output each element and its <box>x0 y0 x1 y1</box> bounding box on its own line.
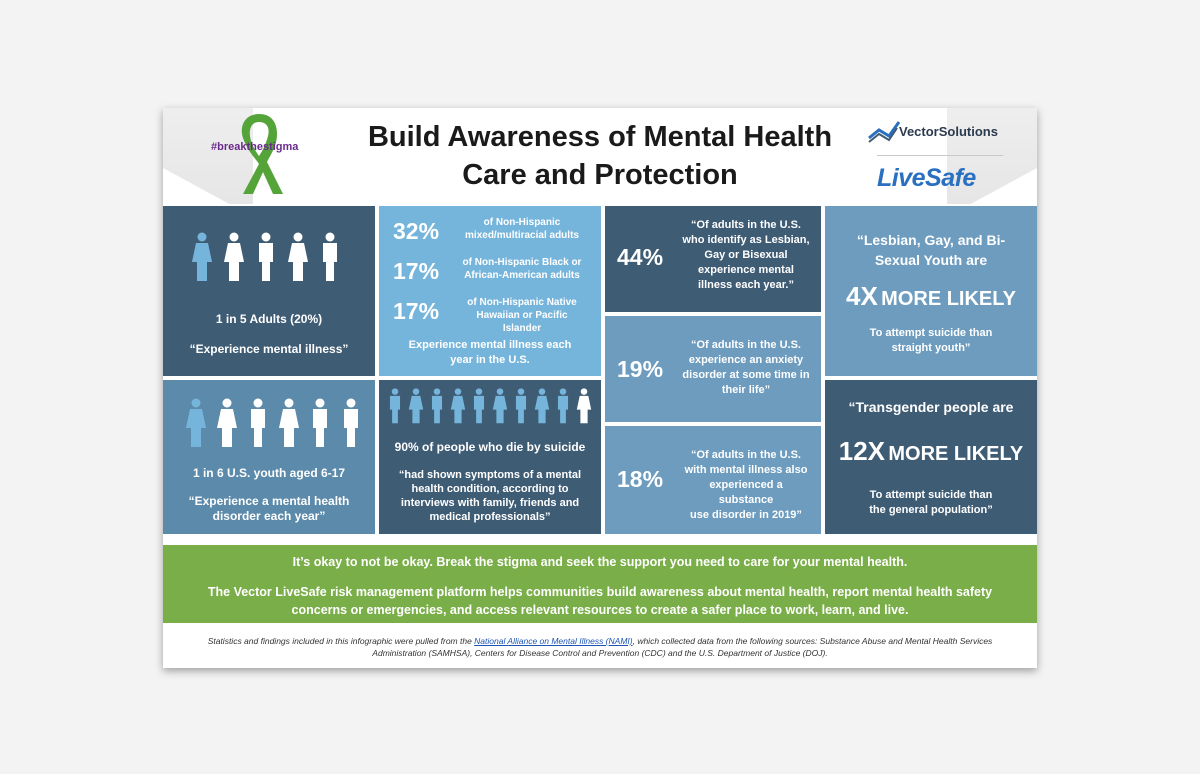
person-icon <box>216 398 238 448</box>
person-icon-highlight <box>450 388 466 424</box>
transgender-head: “Transgender people are <box>848 399 1014 415</box>
person-icon <box>309 398 331 448</box>
anxiety-line-2: experience an anxiety <box>688 354 804 366</box>
suicide-quote-line-4: medical professionals” <box>429 511 551 523</box>
substance-line-2: with mental illness also <box>684 464 808 476</box>
substance-line-3: experienced a substance <box>709 479 783 506</box>
youth-quote-line-1: “Experience a mental health <box>188 494 350 508</box>
lgb-youth-multiplier <box>825 282 1037 315</box>
footnote-text-before: Statistics and findings included in this infographic were pulled from the <box>207 636 475 646</box>
anxiety-line-3: disorder at some time in <box>682 369 810 381</box>
ethnicity-desc-line-2: mixed/multiracial adults <box>465 230 579 241</box>
adults-figures <box>191 232 341 282</box>
panel-lgb-adults <box>605 206 821 312</box>
panel-ethnicity <box>379 206 601 376</box>
title-line-1: Build Awareness of Mental Health <box>367 121 833 153</box>
panel-lgb-youth <box>825 206 1037 376</box>
awareness-ribbon-icon <box>229 110 289 196</box>
transgender-tail-line-1: To attempt suicide than <box>869 489 993 501</box>
ethnicity-row <box>379 252 599 288</box>
brand-divider <box>877 155 1003 156</box>
person-icon <box>278 398 300 448</box>
panel-substance <box>605 426 821 534</box>
nami-link[interactable]: National Alliance on Mental Illness (NAMI) <box>474 636 633 646</box>
ethnicity-desc <box>461 296 583 335</box>
person-icon-highlight <box>408 388 424 424</box>
footnote-text-after: , which collected data from the following sources: Substance Abuse and Mental Health Services Administration (SAMHSA), Centers for Disease Control and Prevention (CDC) and the U.S. Department of Justice (DOJ). <box>372 636 993 658</box>
person-icon-highlight <box>429 388 445 424</box>
lgb-adults-line-3: Gay or Bisexual <box>704 249 788 261</box>
panel-transgender <box>825 380 1037 534</box>
ethnicity-pct: 32% <box>393 218 440 244</box>
banner-line-2: The Vector LiveSafe risk management platform helps communities build awareness about mental health, report mental health safety concerns or emergencies, and access relevant resources to create a safer place to work, learn, and live. <box>207 585 993 617</box>
person-icon-highlight <box>492 388 508 424</box>
lgb-youth-head-line-2: Sexual Youth are <box>874 252 988 268</box>
call-to-action-banner <box>163 545 1037 623</box>
lgb-youth-head <box>825 230 1037 270</box>
youth-stat: 1 in 6 U.S. youth aged 6-17 <box>192 466 346 480</box>
youth-quote <box>163 494 375 524</box>
suicide-quote-line-2: health condition, according to <box>411 483 569 495</box>
person-icon <box>340 398 362 448</box>
transgender-multiplier <box>825 436 1037 471</box>
person-icon <box>255 232 277 282</box>
lgb-adults-line-1: “Of adults in the U.S. <box>690 219 801 231</box>
person-icon-highlight <box>513 388 529 424</box>
ethnicity-desc-line-1: of Non-Hispanic Black or <box>462 257 582 268</box>
suicide-quote-line-1: “had shown symptoms of a mental <box>398 469 582 481</box>
lgb-youth-tail-line-1: To attempt suicide than <box>869 327 993 339</box>
person-icon-highlight <box>191 232 213 282</box>
lgb-youth-tail-line-2: straight youth” <box>891 342 971 354</box>
ethnicity-row <box>379 212 599 248</box>
person-icon-highlight <box>555 388 571 424</box>
lgb-adults-line-5: illness each year.” <box>697 279 794 291</box>
anxiety-quote <box>681 338 811 398</box>
livesafe-brand: LiveSafe <box>877 164 976 192</box>
suicide-quote <box>379 468 601 524</box>
substance-line-4: use disorder in 2019” <box>690 509 802 521</box>
substance-line-1: “Of adults in the U.S. <box>690 449 801 461</box>
person-icon-highlight <box>387 388 403 424</box>
sources-footnote <box>183 635 1017 659</box>
ethnicity-desc-line-1: of Non-Hispanic Native <box>467 297 577 308</box>
panel-adults <box>163 206 375 376</box>
person-icon-highlight <box>185 398 207 448</box>
lgb-youth-likely: MORE LIKELY <box>881 288 1016 310</box>
suicide-figures <box>387 388 592 424</box>
suicide-stat: 90% of people who die by suicide <box>394 440 586 454</box>
lgb-adults-quote <box>681 218 811 293</box>
infographic-card <box>163 108 1037 668</box>
ethnicity-row <box>379 292 599 334</box>
lgb-adults-pct: 44% <box>617 244 664 270</box>
header <box>163 108 1037 206</box>
banner-line-1: It’s okay to not be okay. Break the stigma and seek the support you need to care for your mental health. <box>292 555 908 569</box>
page-title <box>313 118 887 194</box>
panel-suicide <box>379 380 601 534</box>
ethnicity-pct: 17% <box>393 298 440 324</box>
adults-quote: “Experience mental illness” <box>189 342 349 356</box>
transgender-likely: MORE LIKELY <box>888 443 1024 465</box>
lgb-adults-line-2: who identify as Lesbian, <box>682 234 810 246</box>
panel-anxiety <box>605 316 821 422</box>
substance-quote <box>681 448 811 523</box>
anxiety-line-1: “Of adults in the U.S. <box>690 339 801 351</box>
lgb-youth-head-line-1: “Lesbian, Gay, and Bi- <box>856 232 1006 248</box>
person-icon <box>287 232 309 282</box>
person-icon <box>576 388 592 424</box>
lgb-youth-multiplier-value: 4X <box>846 281 878 311</box>
person-icon-highlight <box>534 388 550 424</box>
ethnicity-footer-line-2: year in the U.S. <box>450 354 530 366</box>
youth-quote-line-2: disorder each year” <box>212 509 326 523</box>
person-icon <box>223 232 245 282</box>
ethnicity-footer <box>379 338 601 368</box>
anxiety-pct: 19% <box>617 356 664 382</box>
ethnicity-desc <box>461 256 583 282</box>
ethnicity-desc <box>461 216 583 242</box>
adults-stat: 1 in 5 Adults (20%) <box>215 312 323 326</box>
transgender-tail-line-2: the general population” <box>869 504 993 516</box>
transgender-multiplier-value: 12X <box>838 436 886 466</box>
substance-pct: 18% <box>617 466 664 492</box>
ethnicity-pct: 17% <box>393 258 440 284</box>
youth-figures <box>185 398 362 448</box>
suicide-quote-line-3: interviews with family, friends and <box>400 497 580 509</box>
ethnicity-desc-line-2: Hawaiian or Pacific Islander <box>476 310 568 334</box>
panel-youth <box>163 380 375 534</box>
title-line-2: Care and Protection <box>462 159 738 191</box>
ethnicity-desc-line-2: African-American adults <box>464 270 580 281</box>
lgb-adults-line-4: experience mental <box>698 264 794 276</box>
anxiety-line-4: their life” <box>721 384 771 396</box>
ethnicity-footer-line-1: Experience mental illness each <box>408 339 572 351</box>
lgb-youth-tail <box>825 326 1037 356</box>
ethnicity-desc-line-1: of Non-Hispanic <box>483 217 561 228</box>
hashtag-label: #breakthestigma <box>211 141 299 153</box>
header-corner-left <box>163 168 233 206</box>
transgender-tail <box>825 488 1037 518</box>
header-corner-right <box>967 168 1037 206</box>
person-icon-highlight <box>471 388 487 424</box>
vector-solutions-brand: VectorSolutions <box>899 124 998 139</box>
person-icon <box>319 232 341 282</box>
person-icon <box>247 398 269 448</box>
